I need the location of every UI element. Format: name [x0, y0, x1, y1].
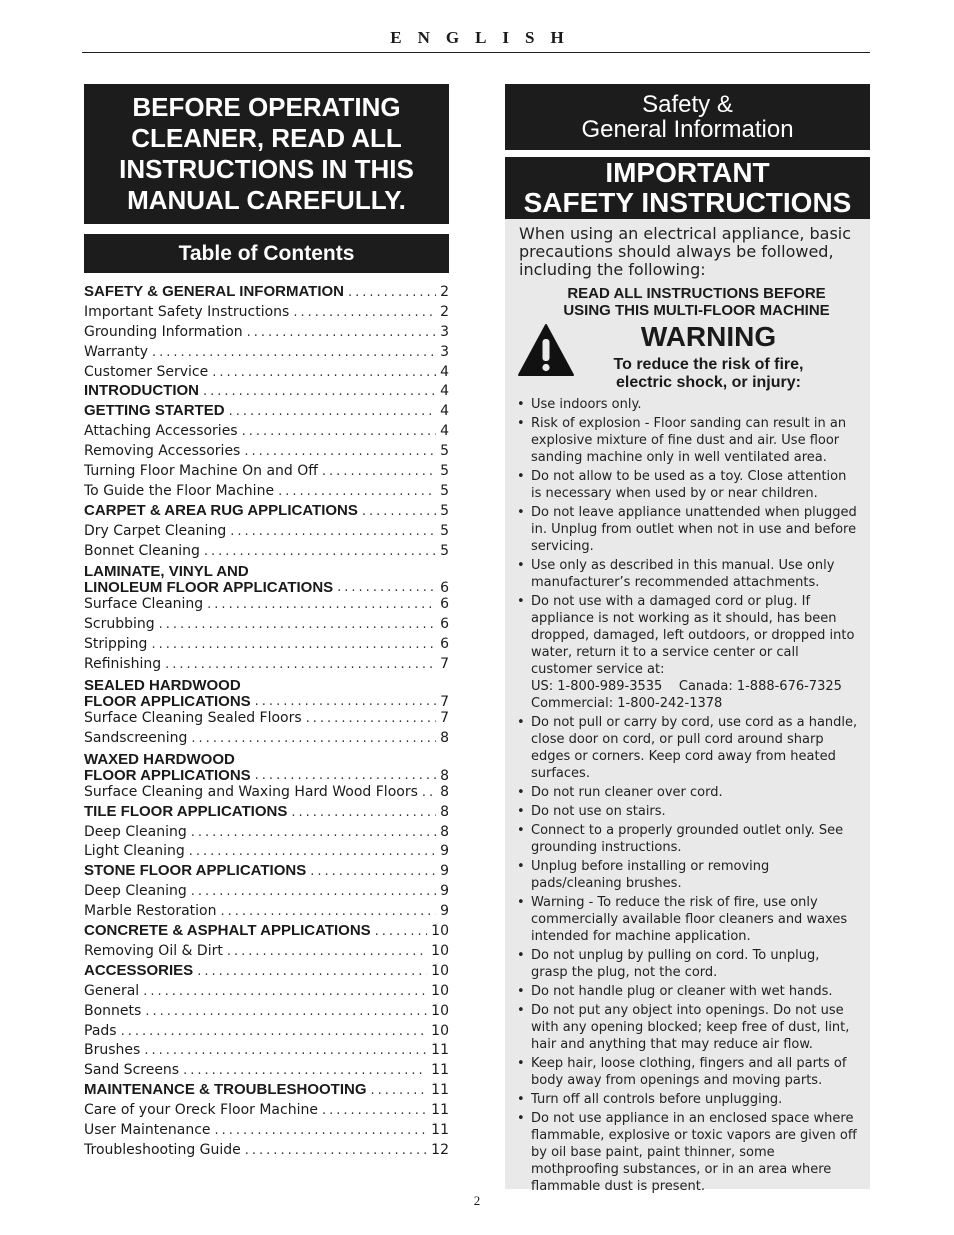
toc-entry	[84, 676, 449, 710]
toc-page-number: 6	[440, 580, 449, 597]
safety-bullet-text: Do not put any object into openings. Do not use with any opening blocked; keep free of dust, lint, hair and anything that may reduce air flow.	[531, 1003, 850, 1052]
toc-leader-dots	[191, 884, 436, 900]
safety-bullet	[517, 593, 858, 712]
safety-bullet	[517, 1091, 858, 1108]
toc-entry-label	[84, 543, 200, 559]
toc-entry-label-line: ACCESSORIES	[84, 962, 194, 979]
toc-entry	[84, 943, 449, 963]
safety-bullet	[517, 894, 858, 945]
toc-entry	[84, 750, 449, 784]
safety-bullet	[517, 784, 858, 801]
toc-entry-label-line: WAXED HARDWOOD	[84, 750, 235, 768]
toc-entry	[84, 1062, 449, 1082]
toc-entry	[84, 1042, 449, 1062]
page-number: 2	[473, 1193, 481, 1208]
toc-leader-dots	[375, 924, 428, 940]
toc-entry-label	[84, 596, 203, 612]
toc-entry-label	[84, 304, 289, 320]
toc-leader-dots	[212, 365, 436, 381]
safety-bullet-text: Risk of explosion - Floor sanding can result in an explosive mixture of fine dust and air. Use floor sanding machine only in well ventilated area.	[531, 416, 847, 465]
toc-entry	[84, 636, 449, 656]
toc-entry-label	[84, 1003, 141, 1019]
safety-bullet	[517, 983, 858, 1000]
toc-entry-label-line: Troubleshooting Guide	[84, 1141, 241, 1158]
toc-entry-label-line: Turning Floor Machine On and Off	[84, 463, 318, 480]
safety-bullet	[517, 504, 858, 555]
toc-entry-label	[84, 423, 238, 439]
toc-page-number: 11	[431, 1082, 449, 1099]
toc-page-number: 10	[431, 982, 449, 999]
toc-entry-label-line: CARPET & AREA RUG APPLICATIONS	[84, 502, 358, 519]
toc-page-number: 12	[431, 1141, 449, 1158]
toc-entry	[84, 364, 449, 384]
read-all-line: READ ALL INSTRUCTIONS BEFORE	[567, 285, 826, 302]
toc-page-number: 9	[440, 863, 449, 880]
toc-entry-label-line: Light Cleaning	[84, 843, 185, 860]
safety-bullet-text: Do not run cleaner over cord.	[531, 785, 723, 800]
toc-entry-label-line: Deep Cleaning	[84, 883, 187, 900]
banner-line: MANUAL CAREFULLY.	[127, 185, 406, 215]
toc-entry	[84, 883, 449, 903]
toc-entry-label	[84, 364, 208, 380]
toc-page-number: 5	[440, 463, 449, 480]
toc-entry-label-line: Customer Service	[84, 363, 209, 380]
toc-entry-label-line: INTRODUCTION	[84, 383, 199, 400]
toc-leader-dots	[165, 657, 436, 673]
toc-entry-label	[84, 403, 225, 419]
toc-page-number: 10	[431, 923, 449, 940]
toc-entry-label-line: Refinishing	[84, 656, 162, 673]
safety-bullet	[517, 858, 858, 892]
toc-entry-label	[84, 983, 139, 999]
toc-entry	[84, 324, 449, 344]
toc-entry-label	[84, 730, 187, 746]
toc-entry-label	[84, 863, 306, 879]
service-phone-line: Commercial: 1-800-242-1378	[531, 696, 723, 711]
toc-entry-label	[84, 883, 187, 899]
toc-page-number: 7	[440, 710, 449, 727]
toc-entry	[84, 1003, 449, 1023]
safety-bullet-text: Use indoors only.	[531, 397, 642, 412]
toc-page-number: 5	[440, 443, 449, 460]
toc-entry	[84, 344, 449, 364]
toc-entry-label	[84, 903, 216, 919]
toc-entry-label	[84, 1102, 318, 1118]
important-safety-title	[505, 157, 870, 219]
section-title-line: Safety &	[642, 91, 733, 118]
toc-entry-label-line: CONCRETE & ASPHALT APPLICATIONS	[84, 923, 371, 940]
toc-entry	[84, 863, 449, 883]
safety-bullet	[517, 822, 858, 856]
toc-entry-label-line: Warranty	[84, 343, 149, 360]
toc-entry	[84, 616, 449, 636]
toc-entry	[84, 1142, 449, 1162]
toc-entry-label-line: Brushes	[84, 1042, 141, 1059]
toc-leader-dots	[197, 964, 427, 980]
toc-entry	[84, 824, 449, 844]
toc-entry-label	[84, 1142, 241, 1158]
toc-entry-label	[84, 656, 161, 672]
safety-bullet-list	[517, 396, 858, 1195]
toc-entry-label	[84, 678, 251, 710]
toc-leader-dots	[145, 1004, 427, 1020]
toc-entry-label-line: Surface Cleaning Sealed Floors	[84, 710, 302, 727]
toc-title: Table of Contents	[84, 234, 449, 273]
toc-leader-dots	[159, 617, 436, 633]
toc-entry-label-line: Important Safety Instructions	[84, 303, 290, 320]
toc-entry-label-line: Sandscreening	[84, 729, 188, 746]
important-title-line: IMPORTANT	[605, 157, 770, 188]
toc-page-number: 5	[440, 522, 449, 539]
toc-leader-dots	[245, 1143, 427, 1159]
toc-leader-dots	[348, 285, 436, 301]
toc-entry-label	[84, 483, 274, 499]
toc-page-number: 11	[431, 1102, 449, 1119]
safety-bullet-text: Turn off all controls before unplugging.	[531, 1092, 783, 1107]
safety-bullet-text: Do not handle plug or cleaner with wet hands.	[531, 984, 833, 999]
toc-page-number: 6	[440, 596, 449, 613]
toc-entry-label-line: General	[84, 982, 140, 999]
toc-entry-label-line: Bonnets	[84, 1002, 142, 1019]
toc-entry	[84, 903, 449, 923]
toc-entry	[84, 304, 449, 324]
safety-bullet-text: Keep hair, loose clothing, fingers and all parts of body away from openings and moving parts.	[531, 1056, 847, 1088]
safety-bullet	[517, 1055, 858, 1089]
toc-entry	[84, 804, 449, 824]
toc-entry-label-line: Grounding Information	[84, 323, 243, 340]
toc-entry-label-line: Surface Cleaning and Waxing Hard Wood Floors	[84, 783, 418, 800]
toc-leader-dots	[322, 464, 436, 480]
toc-page-number: 7	[440, 694, 449, 711]
toc-entry-label	[84, 636, 147, 652]
read-all-line: USING THIS MULTI-FLOOR MACHINE	[563, 302, 830, 319]
toc-page-number: 10	[431, 1022, 449, 1039]
warning-heading: WARNING	[640, 321, 777, 352]
toc-entry	[84, 443, 449, 463]
warning-block	[517, 319, 858, 392]
read-all-notice	[535, 285, 858, 319]
toc-leader-dots	[244, 444, 436, 460]
toc-entry	[84, 423, 449, 443]
toc-page-number: 2	[440, 284, 449, 300]
toc-entry-label-line: LINOLEUM FLOOR APPLICATIONS	[84, 579, 334, 597]
toc-entry-label	[84, 443, 240, 459]
safety-bullet	[517, 714, 858, 782]
toc-entry-label	[84, 324, 243, 340]
toc-entry-label-line: Sand Screens	[84, 1062, 180, 1079]
toc-entry	[84, 963, 449, 983]
toc-page-number: 4	[440, 423, 449, 440]
toc-page-number: 8	[440, 729, 449, 746]
toc-entry	[84, 543, 449, 563]
toc-entry-label	[84, 616, 155, 632]
toc-page-number: 11	[431, 1042, 449, 1059]
toc-entry-label	[84, 1023, 117, 1039]
toc-entry-label	[84, 503, 358, 519]
safety-bullet-text: Do not pull or carry by cord, use cord as a handle, close door on cord, or pull cord around sharp edges or corners. Keep cord away from heated surfaces.	[531, 715, 858, 781]
toc-leader-dots	[255, 768, 436, 784]
warning-sub-line: electric shock, or injury:	[616, 374, 801, 391]
toc-page-number: 4	[440, 403, 449, 420]
toc-entry-label-line: SAFETY & GENERAL INFORMATION	[84, 284, 345, 300]
toc-entry-label-line: Care of your Oreck Floor Machine	[84, 1102, 318, 1119]
safety-bullet-text: Do not use with a damaged cord or plug. If appliance is not working as it should, has been dropped, damaged, left outdoors, or dropped into water, return it to a service center or call customer service at:	[531, 594, 855, 677]
warning-text	[559, 319, 858, 392]
toc-page-number: 8	[440, 803, 449, 820]
toc-leader-dots	[371, 1083, 428, 1099]
toc-entry	[84, 1082, 449, 1102]
section-title-line: General Information	[581, 116, 794, 143]
toc-entry-label-line: Marble Restoration	[84, 903, 217, 920]
toc-leader-dots	[362, 504, 436, 520]
warning-sub-line: To reduce the risk of fire,	[613, 356, 804, 373]
toc-leader-dots	[215, 1123, 428, 1139]
toc-leader-dots	[203, 384, 436, 400]
safety-bullet-text: Do not allow to be used as a toy. Close attention is necessary when used by or near children.	[531, 469, 847, 501]
safety-bullet-text: Warning - To reduce the risk of fire, use only commercially available floor cleaners and waxes intended for machine application.	[531, 895, 848, 944]
intro-text: When using an electrical appliance, basic precautions should always be followed, including the following:	[519, 224, 852, 279]
toc-leader-dots	[322, 1103, 427, 1119]
toc-leader-dots	[242, 424, 436, 440]
toc-leader-dots	[143, 984, 427, 1000]
toc-entry-label-line: Dry Carpet Cleaning	[84, 522, 227, 539]
toc-entry	[84, 284, 449, 304]
important-title-line: SAFETY INSTRUCTIONS	[523, 187, 852, 218]
toc-entry-label-line: FLOOR APPLICATIONS	[84, 766, 251, 784]
safety-bullet-text: Do not use appliance in an enclosed space where flammable, explosive or toxic vapors are given off by oil base paint, paint thinner, some mothproofing substances, or in an area where flammable dust is present.	[531, 1111, 857, 1194]
header-divider	[82, 52, 870, 53]
safety-bullet-text: Connect to a properly grounded outlet only. See grounding instructions.	[531, 823, 844, 855]
toc-leader-dots	[220, 904, 436, 920]
toc-leader-dots	[183, 1063, 427, 1079]
section-title	[505, 84, 870, 150]
toc-entry-label-line: Removing Accessories	[84, 443, 241, 460]
toc-entry	[84, 463, 449, 483]
toc-entry	[84, 562, 449, 596]
toc-leader-dots	[230, 524, 436, 540]
toc-page-number: 7	[440, 656, 449, 673]
toc-entry	[84, 983, 449, 1003]
safety-bullet-text: Use only as described in this manual. Use only manufacturer’s recommended attachments.	[531, 558, 835, 590]
toc-entry-label-line: Attaching Accessories	[84, 423, 238, 440]
toc-entry-label-line: Bonnet Cleaning	[84, 542, 200, 559]
toc-entry-label-line: SEALED HARDWOOD	[84, 677, 241, 695]
toc-leader-dots	[255, 694, 436, 710]
toc-entry-label	[84, 1122, 211, 1138]
toc-entry	[84, 503, 449, 523]
toc-entry-label	[84, 1042, 140, 1058]
toc-page-number: 4	[440, 363, 449, 380]
toc-page-number: 8	[440, 783, 449, 800]
safety-bullet	[517, 396, 858, 413]
toc-leader-dots	[310, 864, 436, 880]
toc-entry-label-line: Surface Cleaning	[84, 596, 204, 613]
toc-leader-dots	[191, 731, 436, 747]
toc-entry-label	[84, 383, 199, 399]
toc-page-number: 5	[440, 482, 449, 499]
toc-page-number: 5	[440, 542, 449, 559]
toc-page-number: 3	[440, 343, 449, 360]
toc-entry	[84, 596, 449, 616]
toc-leader-dots	[151, 637, 436, 653]
toc-entry-label-line: MAINTENANCE & TROUBLESHOOTING	[84, 1082, 367, 1099]
toc-page-number: 10	[431, 1002, 449, 1019]
toc-entry	[84, 843, 449, 863]
toc-entry-label	[84, 923, 371, 939]
toc-entry-label	[84, 784, 418, 800]
safety-bullet-text: Unplug before installing or removing pads/cleaning brushes.	[531, 859, 770, 891]
left-column	[84, 84, 449, 1162]
toc-entry-label	[84, 463, 318, 479]
toc-entry	[84, 383, 449, 403]
right-column	[505, 84, 870, 1194]
toc-entry-label-line: Scrubbing	[84, 616, 155, 633]
toc-entry-label-line: Pads	[84, 1022, 117, 1039]
toc-entry-label	[84, 344, 148, 360]
toc-entry-label	[84, 804, 287, 820]
toc-entry	[84, 784, 449, 804]
toc-page-number: 10	[431, 962, 449, 979]
toc-entry-label-line: Removing Oil & Dirt	[84, 942, 223, 959]
toc-entry	[84, 923, 449, 943]
toc-page-number: 5	[440, 502, 449, 519]
safety-bullet	[517, 1002, 858, 1053]
toc-leader-dots	[144, 1043, 427, 1059]
safety-bullet-text: Do not use on stairs.	[531, 804, 666, 819]
toc-page-number: 9	[440, 843, 449, 860]
safety-bullet	[517, 947, 858, 981]
banner-line: CLEANER, READ ALL	[131, 123, 402, 153]
toc-entry	[84, 1122, 449, 1142]
toc-leader-dots	[247, 325, 436, 341]
toc-leader-dots	[204, 544, 436, 560]
safety-bullet	[517, 415, 858, 466]
toc-page-number: 2	[440, 303, 449, 320]
toc-entry-label	[84, 963, 193, 979]
toc-leader-dots	[229, 404, 437, 420]
banner-line: BEFORE OPERATING	[132, 92, 401, 122]
toc-leader-dots	[191, 825, 436, 841]
toc-entry	[84, 710, 449, 730]
toc-entry-label	[84, 843, 185, 859]
toc-leader-dots	[227, 944, 427, 960]
toc-entry-label-line: FLOOR APPLICATIONS	[84, 693, 251, 711]
warning-subheading	[559, 356, 858, 392]
toc-leader-dots	[278, 484, 436, 500]
table-of-contents	[84, 284, 449, 1162]
toc-leader-dots	[422, 785, 436, 801]
toc-leader-dots	[293, 305, 436, 321]
safety-bullet-text: Do not unplug by pulling on cord. To unplug, grasp the plug, not the cord.	[531, 948, 820, 980]
toc-page-number: 6	[440, 616, 449, 633]
toc-entry-label	[84, 564, 333, 596]
toc-entry-label-line: User Maintenance	[84, 1121, 211, 1138]
toc-entry-label	[84, 752, 251, 784]
safety-bullet	[517, 1110, 858, 1195]
safety-bullet-text: Do not leave appliance unattended when plugged in. Unplug from outlet when not in use and before servicing.	[531, 505, 857, 554]
safety-bullet	[517, 803, 858, 820]
toc-entry-label	[84, 523, 226, 539]
toc-entry-label-line: To Guide the Floor Machine	[84, 482, 275, 499]
toc-leader-dots	[121, 1024, 428, 1040]
toc-page-number: 4	[440, 383, 449, 400]
toc-entry-label-line: Stripping	[84, 636, 148, 653]
toc-entry-label	[84, 710, 302, 726]
toc-entry	[84, 1023, 449, 1043]
toc-page-number: 11	[431, 1121, 449, 1138]
toc-entry	[84, 656, 449, 676]
toc-entry-label-line: STONE FLOOR APPLICATIONS	[84, 863, 307, 880]
toc-entry-label	[84, 824, 187, 840]
toc-entry	[84, 403, 449, 423]
read-instructions-banner	[84, 84, 449, 224]
banner-line: INSTRUCTIONS IN THIS	[119, 154, 414, 184]
toc-page-number: 9	[440, 903, 449, 920]
toc-page-number: 8	[440, 823, 449, 840]
language-header: ENGLISH	[390, 28, 580, 47]
toc-entry-label	[84, 1062, 179, 1078]
toc-page-number: 6	[440, 636, 449, 653]
toc-entry-label-line: TILE FLOOR APPLICATIONS	[84, 803, 288, 820]
toc-entry-label	[84, 1082, 367, 1098]
safety-bullet	[517, 557, 858, 591]
toc-entry-label	[84, 943, 223, 959]
safety-panel	[505, 219, 870, 1194]
toc-entry-label-line: Deep Cleaning	[84, 823, 187, 840]
safety-bullet	[517, 468, 858, 502]
toc-page-number: 9	[440, 883, 449, 900]
toc-entry	[84, 483, 449, 503]
toc-entry	[84, 1102, 449, 1122]
service-phone-line: US: 1-800-989-3535 Canada: 1-888-676-7325	[531, 679, 842, 694]
toc-entry	[84, 730, 449, 750]
toc-page-number: 8	[440, 767, 449, 784]
toc-leader-dots	[189, 844, 436, 860]
toc-leader-dots	[207, 597, 436, 613]
toc-page-number: 3	[440, 323, 449, 340]
toc-leader-dots	[152, 345, 436, 361]
toc-leader-dots	[291, 805, 436, 821]
toc-page-number: 11	[431, 1062, 449, 1079]
toc-entry-label-line: LAMINATE, VINYL AND	[84, 563, 249, 581]
toc-leader-dots	[306, 711, 436, 727]
toc-leader-dots	[337, 580, 436, 596]
toc-entry-label-line: GETTING STARTED	[84, 403, 225, 420]
toc-entry-label	[84, 284, 344, 300]
toc-entry	[84, 523, 449, 543]
toc-page-number: 10	[431, 942, 449, 959]
